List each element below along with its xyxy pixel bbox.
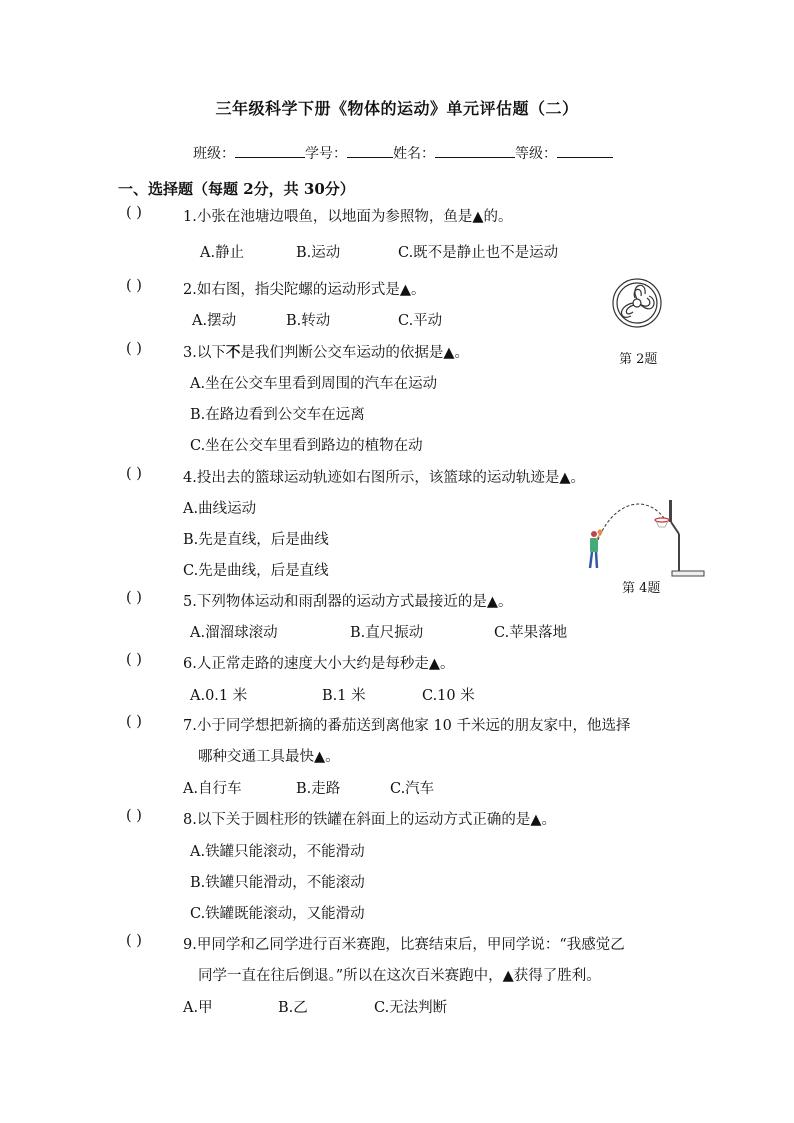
question-8: 8.以下关于圆柱形的铁罐在斜面上的运动方式正确的是▲。 <box>183 812 556 828</box>
option-8c: C.铁罐既能滚动，又能滑动 <box>190 906 365 922</box>
option-9c: C.无法判断 <box>374 1000 448 1016</box>
name-blank[interactable] <box>435 143 515 158</box>
option-7b: B.走路 <box>296 781 341 797</box>
option-2c: C.平动 <box>398 313 443 329</box>
question-4: 4.投出去的篮球运动轨迹如右图所示，该篮球的运动轨迹是▲。 <box>183 470 585 486</box>
fidget-spinner-icon <box>607 276 667 328</box>
option-1b: B.运动 <box>296 245 341 261</box>
answer-paren[interactable]: ( ) <box>126 933 142 949</box>
option-9b: B.乙 <box>278 1000 308 1016</box>
grade-blank[interactable] <box>557 143 613 158</box>
option-1c: C.既不是静止也不是运动 <box>398 245 559 261</box>
student-info <box>193 143 613 163</box>
option-6a: A.0.1 米 <box>190 688 248 704</box>
option-8b: B.铁罐只能滑动，不能滚动 <box>190 875 365 891</box>
option-5a: A.溜溜球滚动 <box>190 625 278 641</box>
option-5b: B.直尺振动 <box>350 625 424 641</box>
option-9a: A.甲 <box>183 1000 213 1016</box>
answer-paren[interactable]: ( ) <box>126 341 142 357</box>
question-5: 5.下列物体运动和雨刮器的运动方式最接近的是▲。 <box>183 594 513 610</box>
answer-paren[interactable]: ( ) <box>126 466 142 482</box>
option-4a: A.曲线运动 <box>183 501 257 517</box>
option-3b: B.在路边看到公交车在远离 <box>190 407 365 423</box>
question-7-cont: 哪种交通工具最快▲。 <box>198 749 340 765</box>
caption-q4: 第 4题 <box>622 581 661 596</box>
option-7c: C.汽车 <box>390 781 435 797</box>
question-3 <box>183 341 469 362</box>
question-3-pre: 3.以下 <box>183 345 226 361</box>
question-7: 7.小于同学想把新摘的番茄送到离他家 10 千米远的朋友家中，他选择 <box>183 718 631 734</box>
answer-paren[interactable]: ( ) <box>126 652 142 668</box>
option-8a: A.铁罐只能滚动，不能滑动 <box>190 844 365 860</box>
option-2b: B.转动 <box>286 313 331 329</box>
question-3-post: 是我们判断公交车运动的依据是▲。 <box>240 345 469 361</box>
page-title: 三年级科学下册《物体的运动》单元评估题（二） <box>215 99 579 118</box>
question-6: 6.人正常走路的速度大小大约是每秒走▲。 <box>183 656 455 672</box>
id-blank[interactable] <box>347 143 393 158</box>
option-3a: A.坐在公交车里看到周围的汽车在运动 <box>190 376 438 392</box>
answer-paren[interactable]: ( ) <box>126 278 142 294</box>
question-3-emphasis: 不 <box>225 344 241 361</box>
option-2a: A.摆动 <box>192 313 237 329</box>
option-4c: C.先是曲线，后是直线 <box>183 563 329 579</box>
id-label: 学号： <box>305 146 347 162</box>
option-5c: C.苹果落地 <box>494 625 568 641</box>
name-label: 姓名： <box>393 146 435 162</box>
option-1a: A.静止 <box>200 245 245 261</box>
answer-paren[interactable]: ( ) <box>126 714 142 730</box>
section-heading: 一、选择题（每题 2分，共 30分） <box>118 180 355 198</box>
option-6c: C.10 米 <box>422 688 475 704</box>
answer-paren[interactable]: ( ) <box>126 808 142 824</box>
class-blank[interactable] <box>235 143 305 158</box>
grade-label: 等级： <box>515 146 557 162</box>
option-3c: C.坐在公交车里看到路边的植物在动 <box>190 438 423 454</box>
option-6b: B.1 米 <box>322 688 366 704</box>
option-4b: B.先是直线，后是曲线 <box>183 532 329 548</box>
question-9: 9.甲同学和乙同学进行百米赛跑，比赛结束后，甲同学说：“我感觉乙 <box>183 937 625 953</box>
class-label: 班级： <box>193 146 235 162</box>
caption-q2: 第 2题 <box>619 352 658 367</box>
question-2: 2.如右图，指尖陀螺的运动形式是▲。 <box>183 282 426 298</box>
basketball-shot-icon <box>582 494 712 580</box>
question-9-cont: 同学一直在往后倒退。”所以在这次百米赛跑中，▲获得了胜利。 <box>198 968 601 984</box>
option-7a: A.自行车 <box>183 781 242 797</box>
answer-paren[interactable]: ( ) <box>126 590 142 606</box>
answer-paren[interactable]: ( ) <box>126 205 142 221</box>
question-1: 1.小张在池塘边喂鱼，以地面为参照物，鱼是▲的。 <box>183 209 513 225</box>
